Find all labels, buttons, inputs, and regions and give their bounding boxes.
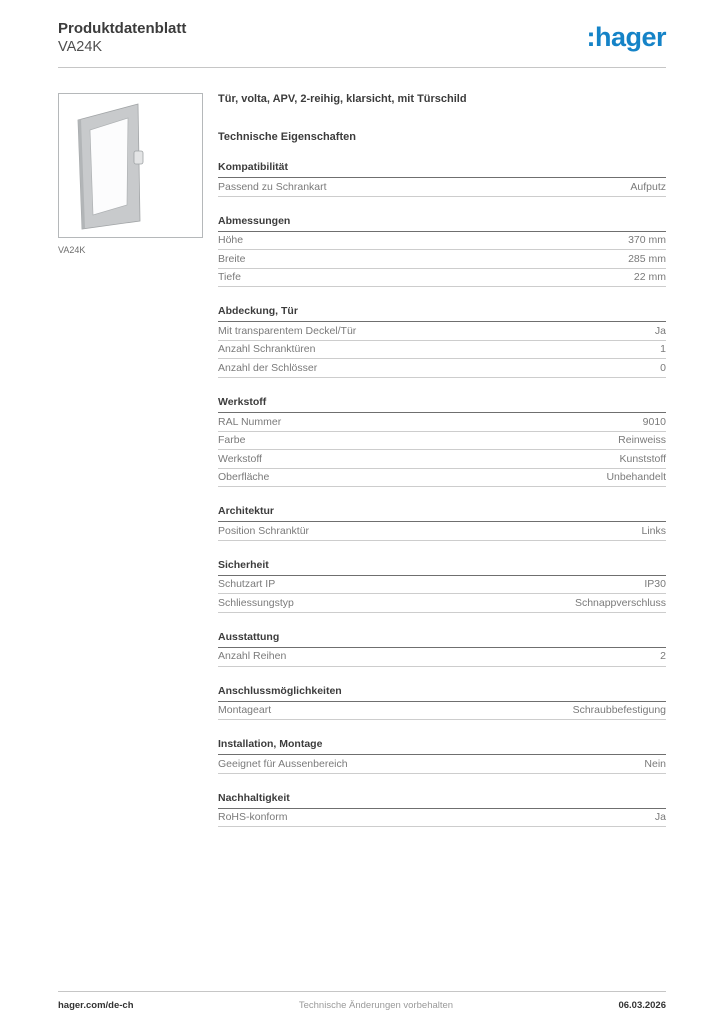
spec-rows [218,178,666,197]
spec-rows [218,576,666,613]
spec-row [218,522,666,541]
spec-section-title: Kompatibilität [218,161,666,178]
footer-website: hager.com/de-ch [58,1000,134,1011]
spec-value: Ja [654,324,666,337]
spec-section-title: Abmessungen [218,215,666,232]
spec-row [218,576,666,595]
spec-section-title: Sicherheit [218,559,666,576]
tech-properties-heading: Technische Eigenschaften [218,131,356,144]
spec-value: 370 mm [628,234,666,247]
header [0,0,724,56]
main-content [0,68,724,827]
spec-label: Oberfläche [218,471,270,484]
spec-label: Anzahl Reihen [218,650,287,663]
spec-section [218,559,666,613]
spec-section [218,161,666,197]
spec-row [218,178,666,197]
spec-label: Breite [218,252,246,265]
spec-label: Mit transparentem Deckel/Tür [218,324,357,337]
spec-row [218,648,666,667]
spec-row [218,250,666,269]
spec-label: Schliessungstyp [218,596,294,609]
spec-rows [218,522,666,541]
spec-rows [218,702,666,721]
footer-disclaimer: Technische Änderungen vorbehalten [298,1000,454,1011]
spec-section [218,738,666,774]
spec-label: Montageart [218,704,272,717]
spec-label: Tiefe [218,271,241,284]
spec-label: Anzahl der Schlösser [218,361,318,374]
spec-label: Geeignet für Aussenbereich [218,757,348,770]
product-image [58,93,203,238]
spec-value: Kunststoff [619,452,666,465]
spec-label: Position Schranktür [218,524,310,537]
spec-row [218,341,666,360]
spec-section [218,305,666,378]
spec-value: Unbehandelt [606,471,666,484]
spec-label: Höhe [218,234,244,247]
spec-value: IP30 [644,578,666,591]
logo-colon: : [586,22,595,52]
door-illustration-icon [59,94,202,237]
spec-value: Links [641,524,666,537]
spec-section-title: Nachhaltigkeit [218,792,666,809]
header-titles [58,20,186,56]
spec-label: Passend zu Schrankart [218,180,327,193]
spec-value: 2 [660,650,666,663]
spec-value: Reinweiss [618,434,666,447]
product-title: Tür, volta, APV, 2-reihig, klarsicht, mit Türschild [218,92,467,105]
spec-rows [218,809,666,828]
document-title: Produktdatenblatt [58,20,187,37]
spec-section-title: Anschlussmöglichkeiten [218,685,666,702]
spec-section [218,396,666,487]
product-image-caption: VA24K [58,244,86,255]
spec-value: 1 [660,343,666,356]
spec-column [218,93,666,827]
spec-value: Schraubbefestigung [572,704,666,717]
hager-logo [586,24,666,51]
spec-value: Schnappverschluss [574,596,666,609]
spec-section-title: Ausstattung [218,631,666,648]
footer-row [58,1000,666,1011]
spec-value: 0 [660,361,666,374]
spec-value: Nein [644,757,666,770]
spec-row [218,413,666,432]
spec-row [218,809,666,828]
spec-row [218,450,666,469]
product-image-column [58,93,203,827]
spec-row [218,594,666,613]
footer-divider [58,991,666,992]
spec-section [218,215,666,288]
spec-label: Farbe [218,434,246,447]
spec-sections [218,161,666,827]
spec-rows [218,232,666,288]
spec-section-title: Werkstoff [218,396,666,413]
spec-row [218,359,666,378]
spec-row [218,232,666,251]
spec-section [218,685,666,721]
spec-row [218,702,666,721]
spec-section [218,505,666,541]
logo-text: hager [594,22,666,52]
spec-label: Schutzart IP [218,578,276,591]
spec-label: Werkstoff [218,452,262,465]
spec-section-title: Installation, Montage [218,738,666,755]
spec-value: Aufputz [630,180,666,193]
spec-label: Anzahl Schranktüren [218,343,316,356]
product-reference: VA24K [58,39,103,56]
spec-rows [218,322,666,378]
spec-row [218,432,666,451]
spec-section-title: Architektur [218,505,666,522]
spec-row [218,269,666,288]
spec-section-title: Abdeckung, Tür [218,305,666,322]
spec-row [218,469,666,488]
spec-row [218,322,666,341]
spec-value: Ja [654,811,666,824]
spec-value: 285 mm [628,252,666,265]
spec-label: RoHS-konform [218,811,288,824]
spec-value: 22 mm [633,271,666,284]
spec-rows [218,413,666,487]
spec-section [218,631,666,667]
spec-row [218,755,666,774]
spec-label: RAL Nummer [218,415,282,428]
footer-date: 06.03.2026 [618,1000,666,1011]
footer [58,991,666,1011]
spec-rows [218,648,666,667]
spec-section [218,792,666,828]
spec-rows [218,755,666,774]
spec-value: 9010 [642,415,666,428]
